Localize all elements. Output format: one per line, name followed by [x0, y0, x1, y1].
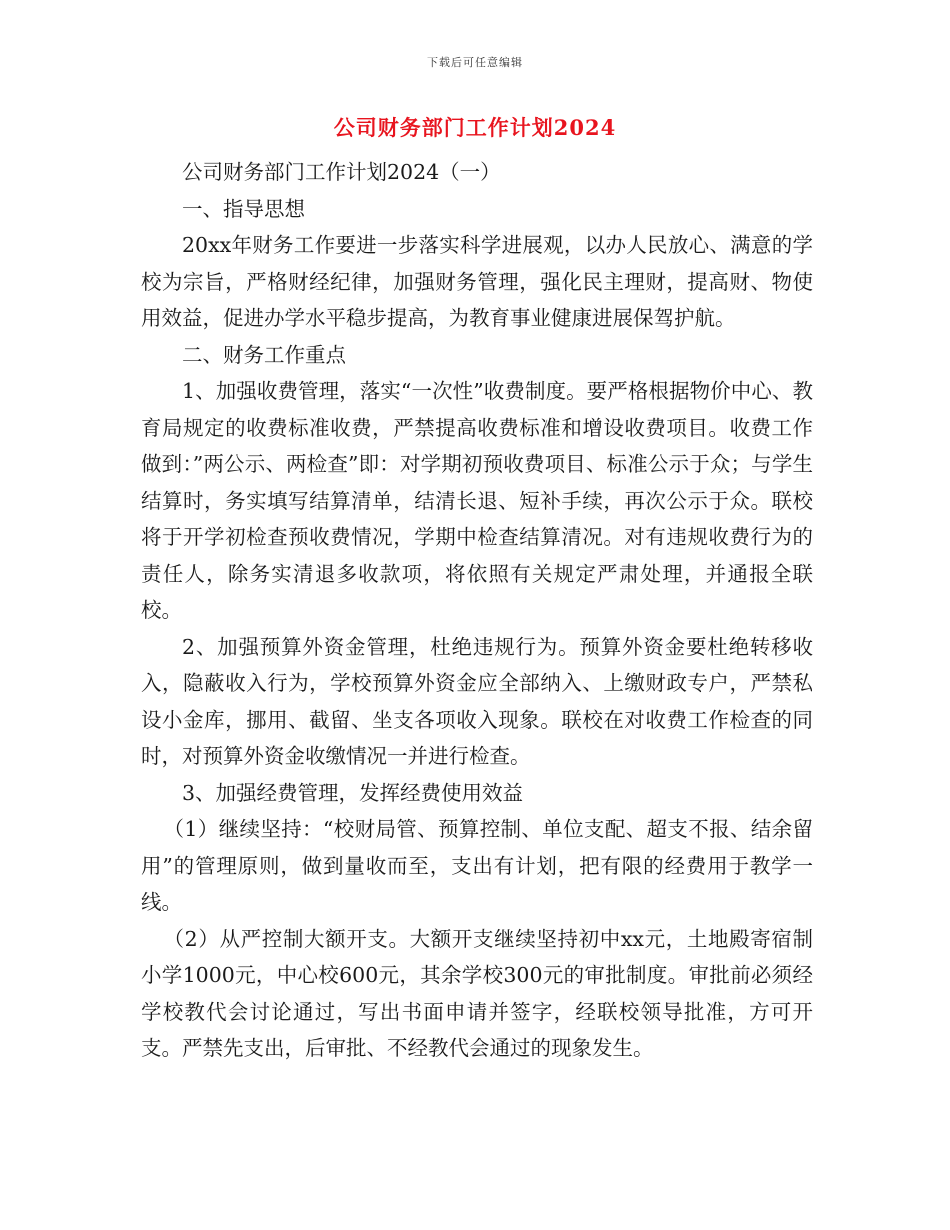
document-title: 公司财务部门工作计划2024 — [333, 115, 617, 140]
heading-key-work: 二、财务工作重点 — [182, 342, 346, 367]
header-note: 下载后可任意编辑 — [427, 56, 523, 69]
paragraph-fee-management: 1、加强收费管理，落实“一次性”收费制度。要严格根据物价中心、教育局规定的收费标准收费，严禁提高收费标准和增设收费项目。收费工作做到：”两公示、两检查”即：对学期初预收费项目、标准公示于众；与学生结算时，务实填写结算清单，结清长退、短补手续，再次公示于众。联校将于开学初检查预收费情况，学期中检查结算清况。对有违规收费行为的责任人，除务实清退多收款项，将依照有关规定严肃处理，并通报全联校。 — [141, 379, 813, 622]
paragraph-extra-budget-funds: 2、加强预算外资金管理，杜绝违规行为。预算外资金要杜绝转移收入，隐蔽收入行为，学校预算外资金应全部纳入、上缴财政专户，严禁私设小金库，挪用、截留、坐支各项收入现象。联校在对收费工作检查的同时，对预算外资金收缴情况一并进行检查。 — [141, 634, 813, 768]
paragraph-large-expense-control: （2）从严控制大额开支。大额开支继续坚持初中xx元，土地殿寄宿制小学1000元，中心校600元，其余学校300元的审批制度。审批前必须经学校教代会讨论通过，写出书面申请并签字，经联校领导批准，方可开支。严禁先支出，后审批、不经教代会通过的现象发生。 — [141, 926, 813, 1060]
paragraph-funds-management-heading: 3、加强经费管理，发挥经费使用效益 — [182, 780, 524, 805]
paragraph-guiding-ideology: 20xx年财务工作要进一步落实科学进展观，以办人民放心、满意的学校为宗旨，严格财经纪律，加强财务管理，强化民主理财，提高财、物使用效益，促进办学水平稳步提高，为教育事业健康进展保驾护航。 — [141, 233, 813, 330]
document-body — [141, 154, 813, 1067]
paragraph-management-principle: （1）继续坚持：“校财局管、预算控制、单位支配、超支不报、结余留用”的管理原则，做到量收而至，支出有计划，把有限的经费用于教学一线。 — [141, 817, 813, 914]
heading-guiding-ideology: 一、指导思想 — [182, 196, 305, 221]
section-subtitle: 公司财务部门工作计划2024（一） — [182, 160, 501, 184]
